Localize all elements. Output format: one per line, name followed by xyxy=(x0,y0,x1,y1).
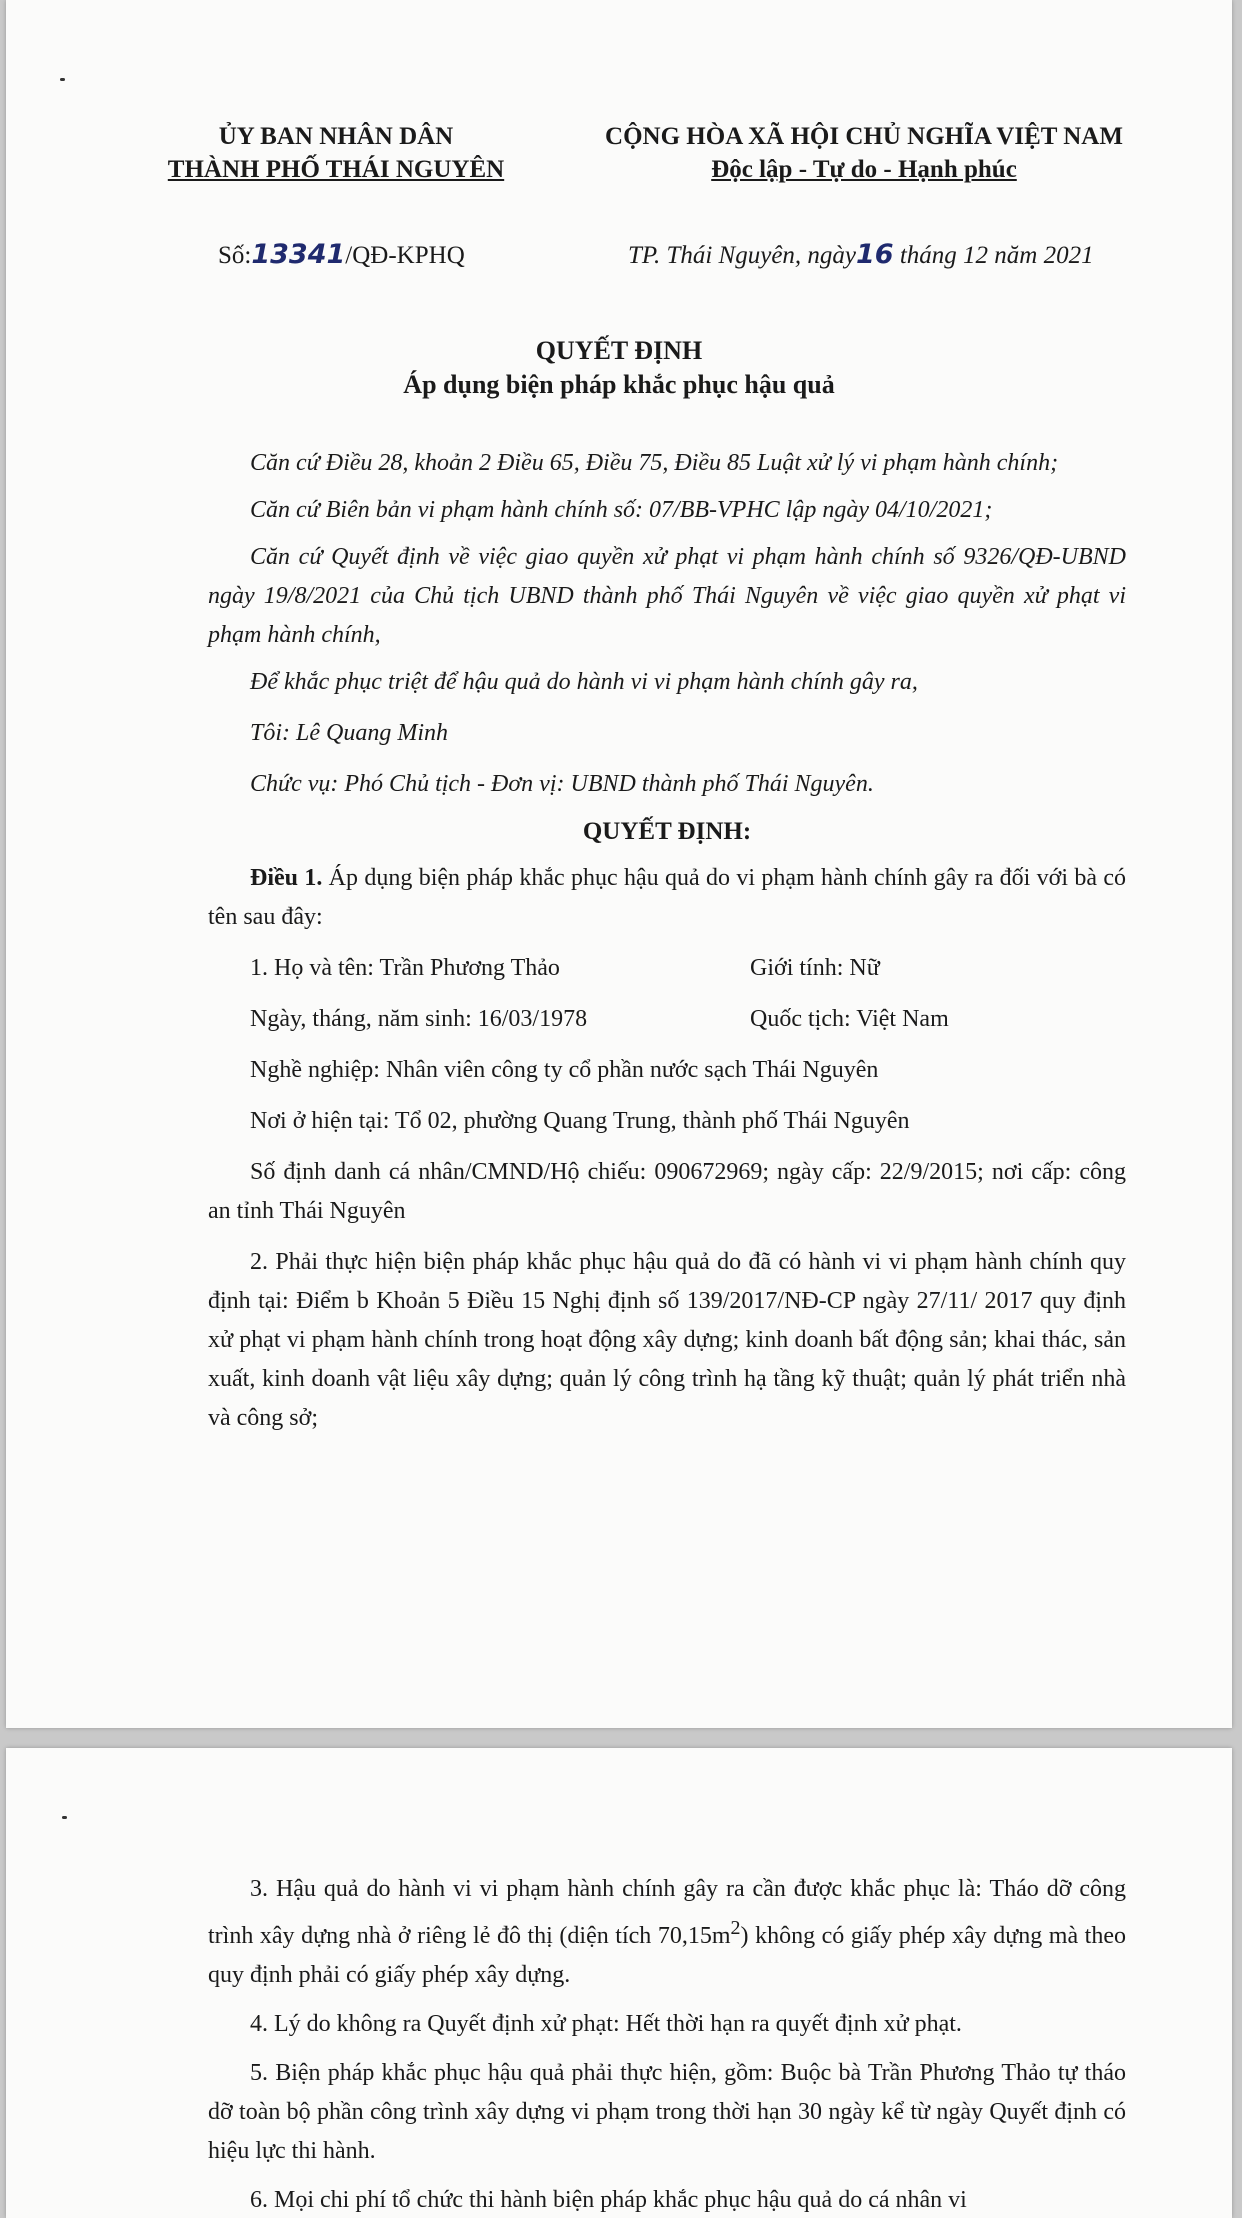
person-residence: Nơi ở hiện tại: Tổ 02, phường Quang Trung, thành phố Thái Nguyên xyxy=(250,1108,910,1134)
person-dob: Ngày, tháng, năm sinh: 16/03/1978 xyxy=(250,1006,588,1032)
handwritten-day: 16 xyxy=(856,239,894,270)
person-gender: Giới tính: Nữ xyxy=(750,955,880,981)
decision-heading: QUYẾT ĐỊNH: xyxy=(582,818,752,845)
document-number xyxy=(218,238,465,273)
item-3 xyxy=(208,1870,1126,1995)
signer-name: Tôi: Lê Quang Minh xyxy=(250,720,448,746)
person-id: Số định danh cá nhân/CMND/Hộ chiếu: 090672969; ngày cấp: 22/9/2015; nơi cấp: công an tỉnh Thái Nguyên xyxy=(208,1159,1126,1224)
item-3-superscript: 2 xyxy=(730,1917,741,1939)
nation-line1: CỘNG HÒA XÃ HỘI CHỦ NGHĨA VIỆT NAM xyxy=(605,123,1123,150)
item-3-text-a: 3. Hậu quả do hành vi vi phạm hành chính gây ra cần được khắc phục là: Tháo dỡ công trình xây dựng nhà ở riêng lẻ đô thị (diện tích 70,15m xyxy=(208,1876,1126,1949)
agency-header xyxy=(156,120,516,186)
legal-basis-3: Căn cứ Quyết định về việc giao quyền xử phạt vi phạm hành chính số 9326/QĐ-UBND ngày 19/8/2021 của Chủ tịch UBND thành phố Thái Nguyên về việc giao quyền xử phạt vi phạm hành chính, xyxy=(208,544,1126,648)
document-body xyxy=(208,444,1126,1438)
signer-position: Chức vụ: Phó Chủ tịch - Đơn vị: UBND thành phố Thái Nguyên. xyxy=(250,771,874,797)
person-nationality: Quốc tịch: Việt Nam xyxy=(750,1006,949,1032)
legal-basis-1: Căn cứ Điều 28, khoản 2 Điều 65, Điều 75, Điều 85 Luật xử lý vi phạm hành chính; xyxy=(250,450,1059,476)
item-3-text-b: ) không có giấy phép xây dựng mà theo quy định phải có giấy phép xây dựng. xyxy=(208,1923,1126,1988)
handwritten-number: 13341 xyxy=(251,239,346,270)
item-2: 2. Phải thực hiện biện pháp khắc phục hậu quả do đã có hành vi vi phạm hành chính quy định tại: Điểm b Khoản 5 Điều 15 Nghị định số 139/2017/NĐ-CP ngày 27/11/ 2017 quy định xử phạt vi phạm hành chính trong hoạt động xây dựng; kinh doanh bất động sản; khai thác, sản xuất, kinh doanh vật liệu xây dựng; quản lý công trình hạ tầng kỹ thuật; quản lý phát triển nhà và công sở; xyxy=(208,1249,1126,1431)
person-occupation: Nghề nghiệp: Nhân viên công ty cổ phần nước sạch Thái Nguyên xyxy=(250,1057,879,1083)
agency-line2: THÀNH PHỐ THÁI NGUYÊN xyxy=(167,156,505,183)
item-4: 4. Lý do không ra Quyết định xử phạt: Hết thời hạn ra quyết định xử phạt. xyxy=(250,2011,962,2037)
date-suffix: tháng 12 năm 2021 xyxy=(893,242,1094,269)
person-name-row xyxy=(208,949,1126,988)
number-prefix: Số: xyxy=(218,242,252,269)
document-body-continued xyxy=(208,1870,1126,2218)
document-page-2 xyxy=(6,1748,1232,2218)
agency-line1: ỦY BAN NHÂN DÂN xyxy=(218,123,454,150)
document-subtitle: Áp dụng biện pháp khắc phục hậu quả xyxy=(403,370,835,399)
legal-basis-4: Để khắc phục triệt để hậu quả do hành vi vi phạm hành chính gây ra, xyxy=(250,669,918,695)
item-6: 6. Mọi chi phí tổ chức thi hành biện pháp khắc phục hậu quả do cá nhân vi xyxy=(250,2187,967,2213)
document-title: QUYẾT ĐỊNH xyxy=(535,336,703,365)
scan-speck xyxy=(62,1816,67,1819)
nation-motto: Độc lập - Tự do - Hạnh phúc xyxy=(711,156,1017,183)
article-1-text: Áp dụng biện pháp khắc phục hậu quả do vi phạm hành chính gây ra đối với bà có tên sau đây: xyxy=(208,865,1127,930)
item-5: 5. Biện pháp khắc phục hậu quả phải thực hiện, gồm: Buộc bà Trần Phương Thảo tự tháo dỡ toàn bộ phần công trình xây dựng vi phạm trong thời hạn 30 ngày kể từ ngày Quyết định có hiệu lực thi hành. xyxy=(208,2060,1126,2164)
person-dob-row xyxy=(208,1000,1126,1039)
person-name: 1. Họ và tên: Trần Phương Thảo xyxy=(250,955,560,981)
number-suffix: /QĐ-KPHQ xyxy=(345,242,465,269)
scan-speck xyxy=(60,78,65,81)
document-date xyxy=(628,238,1094,273)
article-1 xyxy=(208,859,1126,937)
national-header xyxy=(554,120,1174,186)
date-prefix: TP. Thái Nguyên, ngày xyxy=(628,242,857,269)
document-page-1 xyxy=(6,0,1232,1728)
legal-basis-2: Căn cứ Biên bản vi phạm hành chính số: 07/BB-VPHC lập ngày 04/10/2021; xyxy=(250,497,993,523)
article-1-label: Điều 1. xyxy=(250,865,323,891)
